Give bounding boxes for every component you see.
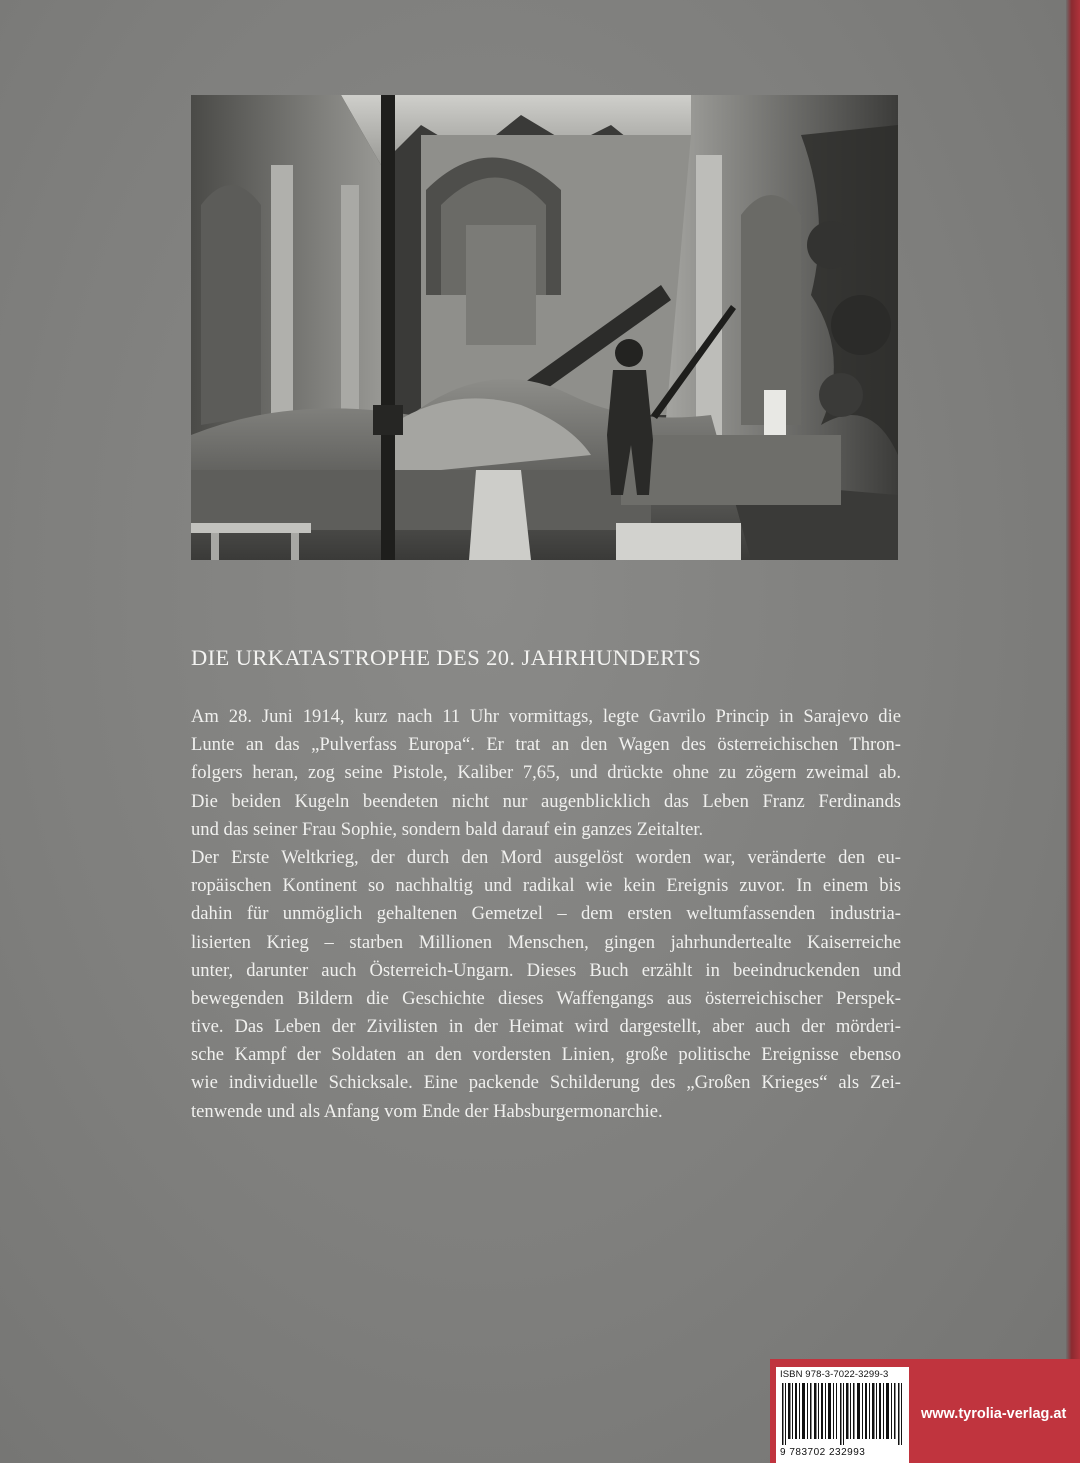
blurb-line: wie individuelle Schicksale. Eine packende Schilderung des „Großen Krieges“ als Zei-	[191, 1072, 901, 1094]
ruined-church-photo	[191, 95, 898, 560]
blurb-line: Lunte an das „Pulverfass Europa“. Er trat an den Wagen des österreichischen Thron-	[191, 734, 901, 756]
cover-heading: DIE URKATASTROPHE DES 20. JAHRHUNDERTS	[191, 645, 702, 670]
blurb-line: Der Erste Weltkrieg, der durch den Mord ausgelöst worden war, veränderte den eu-	[191, 846, 901, 868]
blurb-line: dahin für unmöglich gehaltenen Gemetzel – dem ersten weltumfassenden industria-	[191, 903, 901, 925]
blurb-line: folgers heran, zog seine Pistole, Kaliber 7,65, und drückte ohne zu zögern zweimal ab.	[191, 762, 901, 784]
blurb-line: lisierten Krieg – starben Millionen Menschen, gingen jahrhundertealte Kaiserreiche	[191, 931, 901, 953]
blurb-line: bewegenden Bildern die Geschichte dieses Waffengangs aus österreichischer Perspek-	[191, 987, 901, 1009]
cover-photo	[191, 95, 898, 560]
blurb-line: Am 28. Juni 1914, kurz nach 11 Uhr vormittags, legte Gavrilo Princip in Sarajevo die	[191, 706, 901, 727]
spine-edge	[1066, 0, 1080, 1463]
barcode-digits: 9 783702 232993	[780, 1447, 866, 1458]
blurb-line: tenwende und als Anfang vom Ende der Habsburgermonarchie.	[191, 1100, 663, 1122]
blurb-line: Die beiden Kugeln beendeten nicht nur augenblicklich das Leben Franz Ferdinands	[191, 790, 901, 812]
blurb-line: ropäischen Kontinent so nachhaltig und radikal wie kein Ereignis zuvor. In einem bis	[191, 875, 901, 897]
publisher-url: www.tyrolia-verlag.at	[921, 1406, 1067, 1422]
barcode-icon	[780, 1383, 906, 1445]
isbn-barcode	[776, 1367, 909, 1463]
blurb-line: und das seiner Frau Sophie, sondern bald darauf ein ganzes Zeitalter.	[191, 818, 704, 840]
blurb-line: unter, darunter auch Österreich-Ungarn. Dieses Buch erzählt in beeindruckenden und	[191, 959, 901, 981]
cover-blurb	[191, 703, 901, 1126]
blurb-line: tive. Das Leben der Zivilisten in der Heimat wird dargestellt, aber auch der mörderi-	[191, 1016, 901, 1038]
isbn-label: ISBN 978-3-7022-3299-3	[780, 1369, 889, 1380]
blurb-line: sche Kampf der Soldaten an den vordersten Linien, große politische Ereignisse ebenso	[191, 1044, 901, 1066]
